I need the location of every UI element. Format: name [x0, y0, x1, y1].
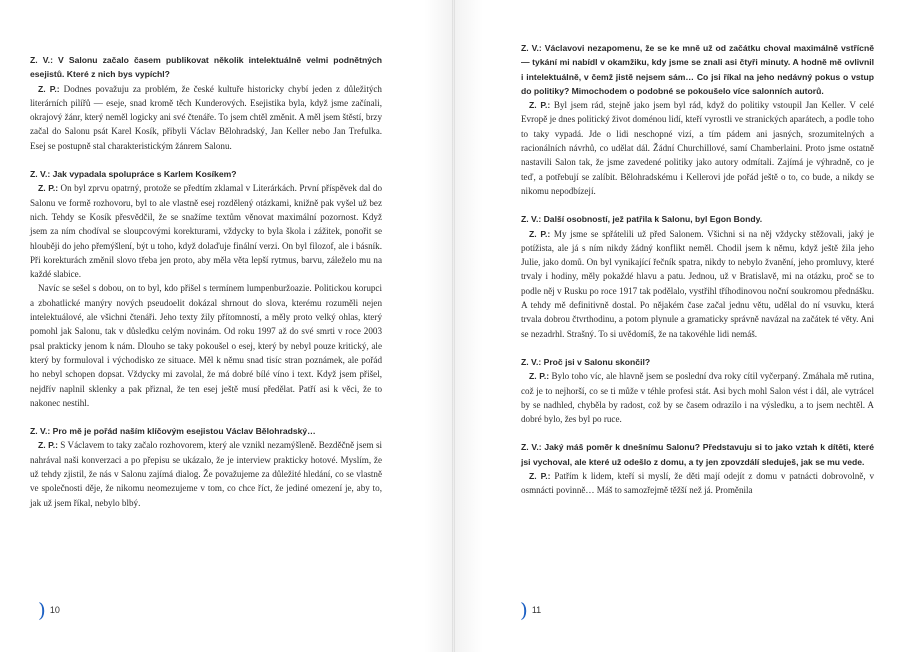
answer-paragraph: [30, 281, 382, 410]
interview-question: Z. V.: Jak vypadala spolupráce s Karlem Kosíkem?: [30, 169, 237, 180]
page-number: 11: [531, 605, 542, 615]
page-number-right: [520, 598, 542, 622]
interview-answer: [521, 227, 874, 341]
interview-question: Z. V.: V Salonu začalo časem publikovat několik intelektuálně velmi podnětných esejistů. Které z nich bys vypíchl?: [30, 55, 382, 80]
answer-text: My jsme se spřátelili už před Salonem. Všichni si na něj vždycky stěžovali, jaký je potížista, ale já s ním nikdy žádný konflikt neměl. Chodil jsem k němu, když ještě žila jeho Julie, jako domů. On byl vynikající řečník spatra, nikdy to nebylo žvanění, jeho promluvy, které trvaly i hodiny, měly pokaždé hlavu a patu. Jednou, už v Bratislavě, mi na otázku, proč se to podle něj v Rusku po roce 1917 tak podělalo, vystřihl tříhodinovou noční soukromou přednášku. A tehdy mě definitivně dostal. Po nějakém čase začal jednu větu, udělal do ní vsuvku, která trvala dobrou čtvrthodinu, a potom plynule a gramaticky správně navázal na začátek té věty. Ani se nezadrhl. Strašný. To si uvědomíš, že na takovéhle lidi nemáš.: [521, 228, 874, 339]
interview-answer: [521, 369, 874, 426]
speaker-label: Z. P.:: [529, 371, 550, 382]
page-shadow: [455, 0, 483, 652]
left-page: [0, 0, 452, 652]
answer-text: S Václavem to taky začalo rozhovorem, který ale vznikl nezamýšleně. Bezděčně jsem si nahrával naši konverzaci a po přepisu se ukázalo, že je interview prakticky hotové. Myslím, že už tehdy zjistil, že nás v Salonu zajímá dialog. Že považujeme za důležité hledání, co se vlastně ve společnosti děje, že nikomu neomezujeme v tom, co chce říct, že jediné omezení je, aby to, jak už jsem říkal, nebylo blbý.: [30, 440, 383, 508]
interview-question: Z. V.: Jaký máš poměr k dnešnímu Salonu? Představuju si to jako vztah k dítěti, které jsi vychoval, ale které už odešlo z domu, a ty jen zpovzdálí sleduješ, jak se mu vede.: [521, 442, 874, 467]
answer-text: Dodnes považuju za problém, že české kultuře historicky chybí jeden z důležitých literárních pilířů — eseje, snad kromě těch Kunderových. Esejistika byla, když jsme začínali, okrajový žánr, který neměl logicky ani své čtenáře. To jsem chtěl změnit. A měl jsem štěstí, brzy začal do Salonu psát Karel Kosík, přibyli Václav Bělohradský, Jan Keller nebo Jan Trefulka. Esej se postupně stal charakteristickým žánrem Salonu.: [30, 83, 382, 151]
right-page-text: [521, 41, 874, 498]
interview-answer: [30, 181, 382, 281]
speaker-label: Z. P.:: [38, 183, 59, 194]
answer-text: Patřím k lidem, kteří si myslí, že děti mají odejít z domu v patnácti dobrovolně, v osmnácti povinně… Máš to samozřejmě těžší než já. Proměnila: [521, 471, 874, 496]
answer-text: Bylo toho víc, ale hlavně jsem se poslední dva roky cítil vyčerpaný. Zmáhala mě rutina, což je to nejhorší, co se ti může v téhle profesi stát. Asi bych mohl Salon vést i dál, ale vytrácel by se nadhled, chyběla by radost, což by se časem odrazilo i na výsledku, a to jsem nechtěl. A dobré bylo, žes byl po ruce.: [521, 371, 874, 425]
folio-bracket-icon: ): [520, 598, 528, 622]
speaker-label: Z. P.:: [529, 228, 551, 239]
interview-question: Z. V.: Pro mě je pořád naším klíčovým esejistou Václav Bělohradský…: [30, 426, 316, 437]
folio-bracket-icon: ): [38, 598, 46, 622]
speaker-label: Z. P.:: [529, 100, 551, 111]
interview-answer: [30, 82, 382, 153]
interview-answer: [30, 438, 382, 509]
speaker-label: Z. P.:: [38, 440, 58, 451]
interview-question: Z. V.: Václavovi nezapomenu, že se ke mně už od začátku choval maximálně vstřícně — tykání mi nabídl v okamžiku, kdy jsme se znali asi čtyři minuty. A hodně mě ovlivnil i intelektuálně, v čemž jistě nejsem sám… Co jsi říkal na jeho nedávný pokus o vstup do politiky? Mimochodem o podobné se pokoušelo více salonních autorů.: [521, 43, 874, 96]
interview-answer: [521, 469, 874, 498]
page-shadow: [424, 0, 452, 652]
speaker-label: Z. P.:: [38, 83, 60, 94]
interview-question: Z. V.: Další osobností, jež patřila k Salonu, byl Egon Bondy.: [521, 214, 763, 225]
answer-text: Byl jsem rád, stejně jako jsem byl rád, když do politiky vstoupil Jan Keller. V celé Evropě je dnes politický život doménou lidí, kteří vyrostli ve stranických aparátech, a podle toho to taky vypadá. Jde o lidi neschopné vizí, a tím pádem ani jasných, srozumitelných a racionálních návrhů, co udělat dál. Žádní Churchillové, samí Chamberlaini. Proto jsme ostatně nastavili Salon tak, že jsme zavedené politiky jako autory odmítali. Zajímá je výhradně, co je teď, a potřebují se zalíbit. Bělohradskému i Kellerovi jde pořád ještě o to, co bude, a nikdy se nikomu nepodbízejí.: [521, 100, 874, 196]
speaker-label: Z. P.:: [529, 471, 551, 482]
answer-text: Navíc se sešel s dobou, on to byl, kdo přišel s termínem lumpenburžoazie. Politickou korupci a zbohatlické manýry nových pseudoelit dokázal shrnout do slova, kterému rozuměli nejen intelektuálové, ale všichni čtenáři. Jeho texty žily přítomností, a měly proto velký ohlas, který pomohl jak Salonu, tak v důsledku celým novinám. Od roku 1997 až do své smrti v roce 2003 psal prakticky jenom k nám. Dlouho se taky pokoušel o esej, který by nebyl pouze kritický, ale který by formuloval i východisko ze situace. Měl k němu snad tisíc stran poznámek, ale pořád ho nebyl schopen dopsat. Vždycky mi zavolal, že má dobré bílé víno i text. Když jsem přišel, nejdřív naplnil sklenky a pak přiznal, že ten esej ještě musí předělat. Patří asi k věci, že to nakonec nestihl.: [30, 283, 382, 408]
answer-text: On byl zprvu opatrný, protože se předtím zklamal v Literárkách. První příspěvek dal do Salonu ve formě rozhovoru, byl to ale vlastně esej rozdělený otázkami, knižně pak vyšel už bez nich. Tehdy se Kosík přesvědčil, že se snažíme textům věnovat maximální pozornost. Když jsem za ním chodíval se sloupcovými korekturami, vždycky to byla škola i zážitek, ponořit se hlouběji do jeho přemýšlení, být u toho, když dolaďuje finální verzi. On byl filozof, ale i básník. Při korekturách změnil slovo třeba jen proto, aby měla věta lepší rytmus, barvu, záleželo mu na každé slabice.: [30, 183, 382, 280]
interview-question: Z. V.: Proč jsi v Salonu skončil?: [521, 356, 651, 367]
right-page: [455, 0, 907, 652]
interview-answer: [521, 98, 874, 198]
page-number-left: [38, 598, 60, 622]
page-number: 10: [49, 605, 60, 615]
left-page-text: [30, 53, 382, 510]
